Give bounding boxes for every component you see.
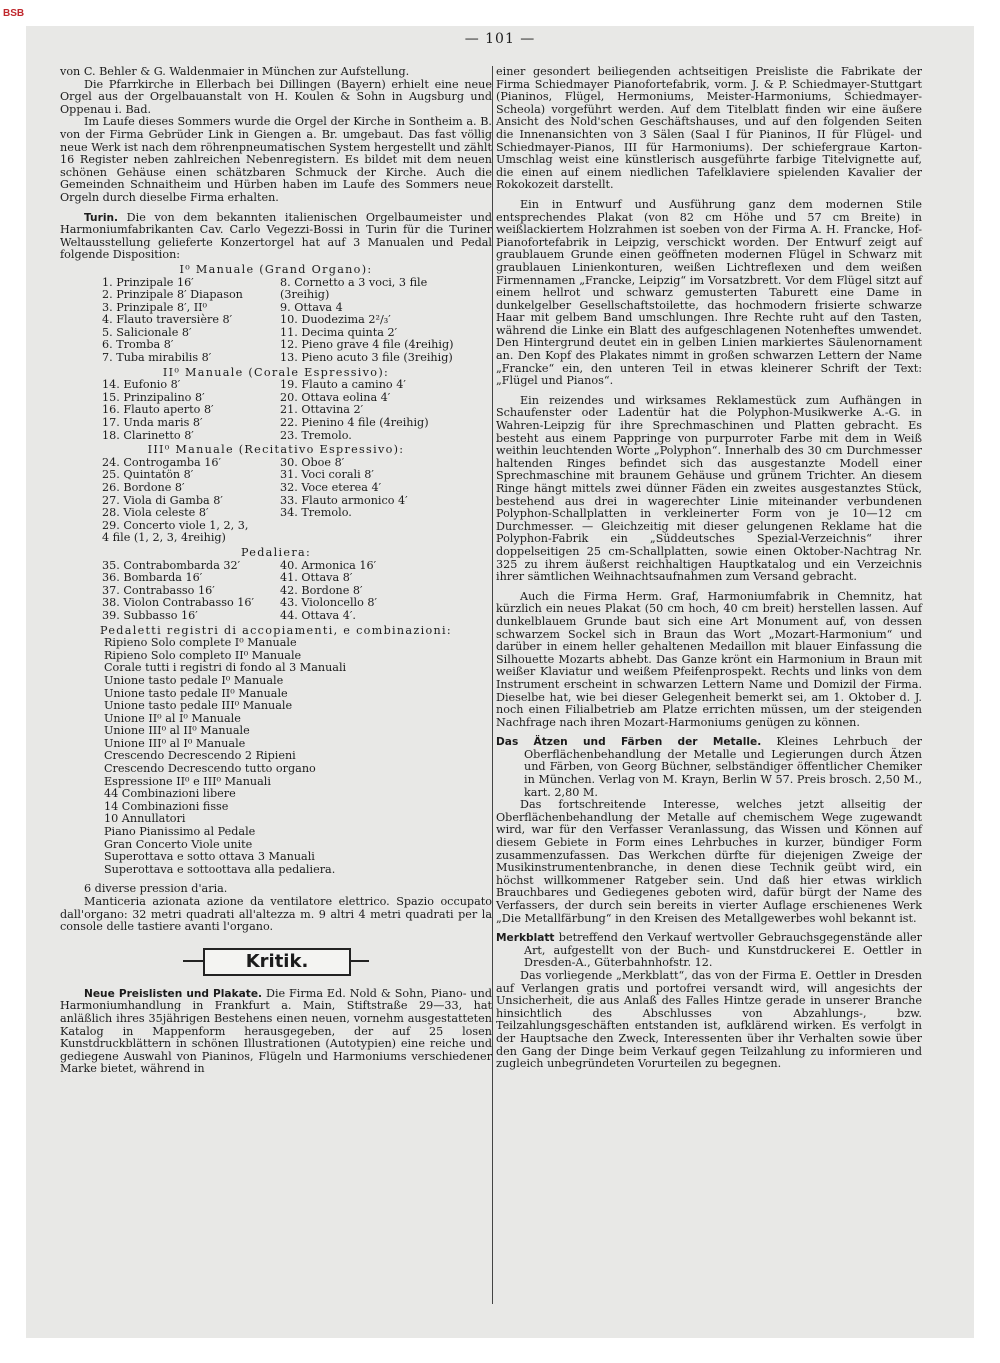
list-entry: 43. Violoncello 8′ [280,596,378,610]
manual-3-heading: III⁰ Manuale (Recitativo Espressivo): [147,443,405,457]
paragraph-pressure: 6 diverse pression d'aria. [84,882,228,896]
list-entry: 40. Armonica 16′ [280,558,377,572]
list-entry: 8. Cornetto a 3 voci, 3 file [280,275,428,289]
manual-2-stops [102,379,492,442]
paragraph-merkblatt [496,932,922,970]
list-entry: 9. Ottava 4 [280,300,343,314]
manual-3-stops [102,457,492,545]
list-entry: 15. Prinzipalino 8′ [102,390,205,404]
list-entry: 29. Concerto viole 1, 2, 3, [102,518,249,532]
list-entry: 26. Bordone 8′ [102,481,185,494]
list-entry: 37. Contrabasso 16′ [102,583,215,597]
list-entry: Unione III⁰ al II⁰ Manuale [104,724,250,738]
merkblatt-text: betreffend den Verkauf wertvoller Gebrauchsgegenstände aller Art, aufgestellt von der Buch- und Kunstdruckerei E. Oettler in Dresden-A., Güterbahnhofstr. 12. [524,931,922,970]
list-entry: 19. Flauto a camino 4′ [280,378,406,392]
list-entry: 20. Ottava eolina 4′ [280,390,391,404]
paragraph-polyphon: Ein reizendes und wirksames Reklamestück zum Aufhängen in Schaufenster oder Ladentür hat die Polyphon-Musikwerke A.-G. in Wahren-Leipzig für ihre Sprechmaschinen und Platten gebracht. Es besteht aus einem Pappringe von purpurroter Farbe mit dem in Weiß weithin leuchtenden Worte „Polyphon“. Innerhalb des 30 cm Durchmesser haltenden Ringes befindet sich das ausgestanzte Modell einer Sprechmaschine mit braunem Gehäuse und grünem Trichter. An diesem Ringe hängt mittels zwei dünner Fäden ein zweites ausgestanztes Stück, bestehend aus drei in wagerechter Linie miteinander verbundenen Polyphon-Schallplatten in verkleinerter Form von je 10—12 cm Durchmesser. — Gleichzeitig mit dieser gelungenen Reklame hat die Polyphon-Fabrik ein „Süddeutsches Spezial-Verzeichnis“ ihrer doppelseitigen 25 cm-Schallplatten, sowie einen Oktober-Nachtrag Nr. 325 zu ihrem äußerst reichhaltigen Hauptkatalog und ein Verzeichnis ihrer sämtlichen Weihnachtsaufnahmen zum Versand gebracht. [496,393,922,584]
list-entry: Ripieno Solo completo II⁰ Manuale [104,648,302,662]
preislisten-heading: Neue Preislisten und Plakate. [84,987,263,1000]
list-entry: 30. Oboe 8′ [280,455,345,469]
list-entry: 36. Bombarda 16′ [102,571,203,585]
right-column [496,66,922,1071]
paragraph-graf: Auch die Firma Herm. Graf, Harmoniumfabrik in Chemnitz, hat kürzlich ein neues Plakat (50 cm hoch, 40 cm breit) herstellen lassen. Auf dunkelblauem Grunde baut sich eine Art Monument auf, von dessen schwarzem Sockel sich in Braun das Wort „Mozart-Harmonium“ und darüber in einem heller gehaltenen Medaillon mit blauer Einfassung die Silhouette Mozarts abhebt. Das Ganze krönt ein Harmonium in Braun mit weißer Klaviatur und weißem Pfeifenprospekt. Rechts und links von dem Instrument erscheint in schwarzen Lettern Name und Domizil der Firma. Dieselbe hat, wie bei dieser Gelegenheit bemerkt sei, am 1. Oktober d. J. noch einen Filialbetrieb am Platze errichten müssen, um der steigenden Nachfrage nach ihren Mozart-Harmoniums genügen zu können. [496,589,922,729]
combination-list [104,637,492,876]
list-entry: 13. Pieno acuto 3 file (3reihig) [280,351,453,365]
turin-heading: Turin. [84,211,119,224]
column-divider [492,66,493,1304]
list-entry: 32. Voce eterea 4′ [280,481,382,494]
paragraph-sontheim: Im Laufe dieses Sommers wurde die Orgel der Kirche in Sontheim a. B. von der Firma Gebrüder Link in Giengen a. Br. umgebaut. Das fast völlig neue Werk ist nach dem röhrenpneumatischen System hergestellt und zählt 16 Register neben zahlreichen Nebenregistern. Es bildet mit dem neuen schönen Gehäuse einen schätzbaren Schmuck der Kirche. Auch die Gemeinden Schnaitheim und Hürben haben im Laufe des Sommers neue Orgeln durch dieselbe Firma erhalten. [60,115,492,204]
kritik-banner [183,946,369,976]
list-entry: 3. Prinzipale 8′, II⁰ [102,300,208,314]
preislisten-text: Die Firma Ed. Nold & Sohn, Piano- und Harmoniumhandlung in Frankfurt a. Main, Stiftstraße 29—33, hat anläßlich ihres 35jährigen Bestehens einen neuen, vornehm ausgestatteten Katalog in Mappenform herausgegeben, der auf 25 losen Kunstdruckblättern in schönen Illustrationen (Autotypien) eine reiche und gediegene Auswahl von Pianinos, Flügeln und Harmoniums verschiedener Marke bietet, während in [60,986,492,1076]
paragraph-merkblatt-review: Das vorliegende „Merkblatt“, das von der Firma E. Oettler in Dresden auf Verlangen gratis und portofrei versandt wird, will angesichts der Unsicherheit, die aus Anlaß des Falles Hintze gerade in unserer Branche hinsichtlich des Abschlusses von Abzahlungs-, bzw. Teilzahlungsgeschäften entstanden ist, aufklärend wirken. Es verfolgt in der Hauptsache den Zweck, Interessenten über ihr Verhalten sowie über den Gang der Dinge beim Verkauf gegen Teilzahlung zu informieren und zugleich unbegründeten Vorurteilen zu begegnen. [496,968,922,1071]
list-entry: Superottava e sottoottava alla pedaliera. [104,862,336,876]
list-entry: 10. Duodezima 2²/₃′ [280,313,391,327]
merkblatt-heading: Merkblatt [496,932,555,945]
list-entry: 6. Tromba 8′ [102,338,174,352]
kritik-rule-right [349,960,369,962]
list-entry: 17. Unda maris 8′ [102,416,203,430]
list-entry: (3reihig) [280,288,330,302]
list-entry: 7. Tuba mirabilis 8′ [102,351,212,365]
list-entry: 4. Flauto traversière 8′ [102,313,233,327]
list-entry: 38. Violon Contrabasso 16′ [102,596,255,610]
aetzen-text: Kleines Lehrbuch der Oberflächenbehandlung der Metalle und Legierungen durch Ätzen und Färben, von Georg Büchner, selbständiger öffentlicher Chemiker in München. Verlag von M. Krayn, Berlin W 57. Preis brosch. 2,50 M., kart. 2,80 M. [524,735,922,799]
list-entry: 41. Ottava 8′ [280,571,353,585]
left-column [60,66,492,1076]
list-entry: 4 file (1, 2, 3, 4reihig) [102,531,226,545]
list-entry: 11. Decima quinta 2′ [280,325,398,339]
manual-2-heading: II⁰ Manuale (Corale Espressivo): [162,365,390,379]
list-entry: 1. Prinzipale 16′ [102,275,194,289]
list-entry: Piano Pianissimo al Pedale [104,825,256,839]
list-entry: 44 Combinazioni libere [104,787,236,801]
bsb-watermark: BSB [3,8,25,19]
list-entry: Crescendo Decrescendo tutto organo [104,762,316,776]
turin-text: Die von dem bekannten italienischen Orgelbaumeister und Harmoniumfabrikanten Cav. Carlo Vegezzi-Bossi in Turin für die Turiner Weltausstellung gelieferte Konzertorgel hat auf 3 Manualen und Pedal folgende Disposition: [60,210,492,262]
list-entry: 28. Viola celeste 8′ [102,506,209,520]
list-entry: 42. Bordone 8′ [280,583,363,597]
list-entry: 21. Ottavina 2′ [280,403,364,417]
paragraph-behler: von C. Behler & G. Waldenmaier in München zur Aufstellung. [60,65,410,78]
list-entry: Unione tasto pedale II⁰ Manuale [104,686,288,700]
list-entry: 44. Ottava 4′. [280,608,356,622]
list-entry: 2. Prinzipale 8′ Diapason [102,288,243,302]
paragraph-manticeria: Manticeria azionata azione da ventilatore elettrico. Spazio occupato dall'organo: 32 metri quadrati all'altezza m. 9 altri 4 metri quadrati per la console delle tastiere avanti l'organo. [60,895,492,934]
paragraph-aetzen [496,736,922,799]
kritik-rule-left [183,960,203,962]
manual-1-stops [102,277,492,365]
list-entry: Espressione II⁰ e III⁰ Manuali [104,774,271,788]
list-entry: 25. Quintatön 8′ [102,468,194,482]
list-entry: 27. Viola di Gamba 8′ [102,493,223,507]
list-entry: 23. Tremolo. [280,428,352,442]
kritik-title: Kritik. [203,948,351,976]
list-entry: 18. Clarinetto 8′ [102,428,194,442]
list-entry: Superottava e sotto ottava 3 Manuali [104,850,315,864]
list-entry: Unione tasto pedale III⁰ Manuale [104,699,293,713]
list-entry: 35. Contrabombarda 32′ [102,558,241,572]
list-entry: 5. Salicionale 8′ [102,325,192,339]
list-entry: 14. Eufonio 8′ [102,378,181,392]
paragraph-ellerbach: Die Pfarrkirche in Ellerbach bei Dillingen (Bayern) erhielt eine neue Orgel aus der Orgelbauanstalt von H. Koulen & Sohn in Augsburg und Oppenau i. Bad. [60,77,492,116]
list-entry: 39. Subbasso 16′ [102,608,198,622]
list-entry: Unione II⁰ al I⁰ Manuale [104,711,241,725]
list-entry [280,520,492,533]
list-entry: 33. Flauto armonico 4′ [280,493,408,507]
paragraph-preislisten [60,988,492,1076]
list-entry: Corale tutti i registri di fondo al 3 Manuali [104,661,347,675]
paragraph-turin [60,212,492,262]
list-entry: 10 Annullatori [104,812,186,826]
scanned-page [26,26,974,1338]
list-entry: Ripieno Solo complete I⁰ Manuale [104,636,297,650]
list-entry: 16. Flauto aperto 8′ [102,403,214,417]
pedal-stops [102,560,492,623]
list-entry: Unione III⁰ al I⁰ Manuale [104,736,246,750]
pedal-heading: Pedaliera: [240,545,312,559]
paragraph-francke: Ein in Entwurf und Ausführung ganz dem modernen Stile entsprechendes Plakat (von 82 cm Höhe und 57 cm Breite) in weißlackiertem Holzrahmen ist soeben von der Firma A. H. Francke, Hof-Pianofortefabrik in Leipzig, verschickt worden. Der Entwurf zeigt auf graublauem Grunde einen geöffneten modernen Flügel in Schwarz mit graublauen Linienkonturen, weißen Lichtreflexen und dem weißen Firmennamen „Francke, Leipzig“ im Vorsatzbrett. Vor dem Flügel sitzt auf einem hellrot und schwarz gemusterten Taburett eine Dame in dunkelgelber Gesellschaftstoilette, das hochmodern frisierte schwarze Haar mit gelbem Band umschlungen. Ihre Rechte ruht auf den Tasten, während die Linke ein Blatt des aufgeschlagenen Notenheftes umwendet. Den Hintergrund deutet ein in gelben Linien markiertes Säulenornament an. Den Kopf des Plakates nimmt in großen schwarzen Lettern der Name „Francke“ ein, den unteren Teil in etwas kleinerer Schrift der Text: „Flügel und Pianos“. [496,197,922,388]
list-entry: 31. Voci corali 8′ [280,468,374,482]
paragraph-schiedmayer: einer gesondert beiliegenden achtseitigen Preisliste die Fabrikate der Firma Schiedmayer Pianofortefabrik, vorm. J. & P. Schiedmayer-Stuttgart (Pianinos, Flügel, Hermoniums, Meister-Harmoniums, Schiedmayer-Scheola) vorgeführt werden. Auf dem Titelblatt finden wir eine äußere Ansicht des Nold'schen Geschäftshauses, und auf den folgenden Seiten die Innenansichten von 3 Sälen (Saal I für Pianinos, II für Flügel- und Schiedmayer-Pianos, III für Harmoniums). Der schiefergraue Karton-Umschlag weist eine künstlerisch ausgeführte farbige Titelvignette auf, die einen auf einem niedlichen Tafelklaviere spielenden Kavalier der Rokokozeit darstellt. [496,65,922,192]
list-entry: 14 Combinazioni fisse [104,799,229,813]
list-entry: 12. Pieno grave 4 file (4reihig) [280,338,454,352]
list-entry: 34. Tremolo. [280,506,352,520]
list-entry: 22. Pienino 4 file (4reihig) [280,416,429,430]
list-entry: 24. Controgamba 16′ [102,455,222,469]
list-entry: Crescendo Decrescendo 2 Ripieni [104,749,296,763]
paragraph-aetzen-review: Das fortschreitende Interesse, welches jetzt allseitig der Oberflächenbehandlung der Metalle auf chemischem Wege zugewandt wird, war für den Verfasser Veranlassung, das Wissen und Können auf diesem Gebiete in Form eines Lehrbuches in kurzer, bündiger Form zusammenzufassen. Das Werkchen dürfte für diejenigen Zweige der Musikinstrumentenbranche, in denen diese Technik geübt wird, ein höchst willkommener Ratgeber sein. Und daß hier etwas wirklich Brauchbares und Gediegenes geboten wird, dafür bürgt der Name des Verfassers, der durch sein bereits in vierter Auflage erschienenes Werk „Die Metallfärbung“ in den Kreisen des Metallgewerbes wohl bekannt ist. [496,798,922,925]
aetzen-heading: Das Ätzen und Färben der Metalle. [496,736,762,749]
list-entry: Unione tasto pedale I⁰ Manuale [104,673,284,687]
combination-heading: Pedaletti registri di accopiamenti, e combinazioni: [100,623,452,637]
list-entry [280,532,492,545]
list-entry: Gran Concerto Viole unite [104,837,253,851]
page-number: — 101 — [464,31,536,47]
manual-1-heading: I⁰ Manuale (Grand Organo): [179,262,373,276]
